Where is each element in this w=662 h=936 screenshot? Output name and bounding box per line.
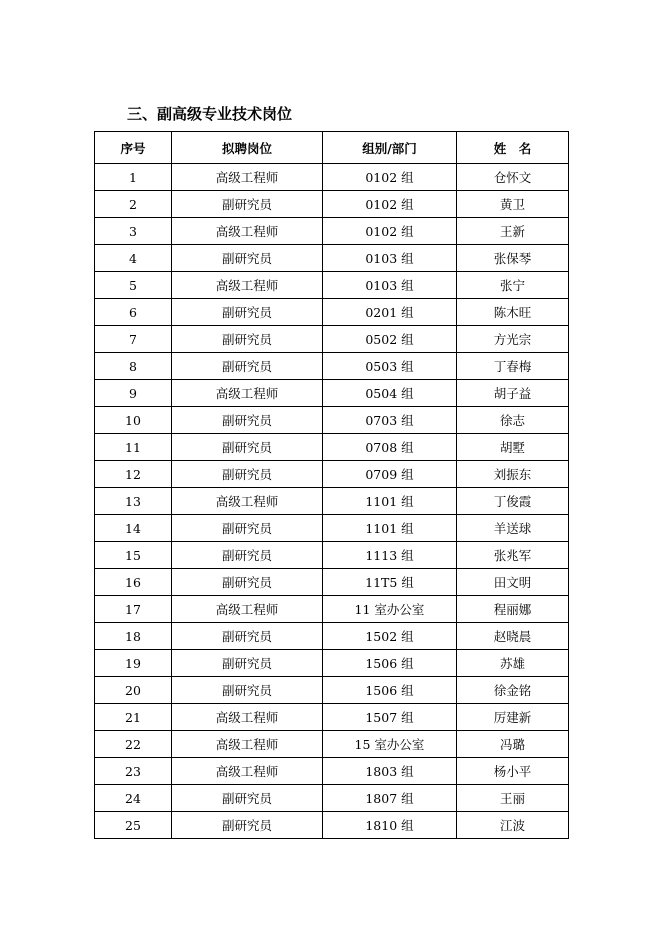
cell-group: 1101 组: [323, 488, 457, 515]
cell-group: 1807 组: [323, 785, 457, 812]
cell-group: 11 室办公室: [323, 596, 457, 623]
cell-name: 方光宗: [457, 326, 569, 353]
cell-group: 1506 组: [323, 650, 457, 677]
page-title: 三、副高级专业技术岗位: [127, 105, 293, 123]
table-row: [95, 596, 569, 623]
cell-no: 14: [95, 515, 172, 542]
cell-post: 高级工程师: [172, 488, 323, 515]
cell-group: 1507 组: [323, 704, 457, 731]
table-row: [95, 542, 569, 569]
cell-group: 1113 组: [323, 542, 457, 569]
cell-post: 副研究员: [172, 407, 323, 434]
cell-name: 苏雄: [457, 650, 569, 677]
cell-post: 副研究员: [172, 785, 323, 812]
cell-name: 田文明: [457, 569, 569, 596]
table-row: [95, 191, 569, 218]
cell-no: 8: [95, 353, 172, 380]
cell-post: 副研究员: [172, 515, 323, 542]
cell-name: 黄卫: [457, 191, 569, 218]
table-row: [95, 488, 569, 515]
cell-no: 10: [95, 407, 172, 434]
cell-post: 副研究员: [172, 542, 323, 569]
cell-post: 副研究员: [172, 650, 323, 677]
cell-group: 15 室办公室: [323, 731, 457, 758]
table-row: [95, 569, 569, 596]
cell-group: 1803 组: [323, 758, 457, 785]
cell-group: 0504 组: [323, 380, 457, 407]
cell-no: 18: [95, 623, 172, 650]
header-post: 拟聘岗位: [172, 132, 323, 164]
cell-no: 9: [95, 380, 172, 407]
cell-group: 0103 组: [323, 245, 457, 272]
cell-group: 11T5 组: [323, 569, 457, 596]
cell-post: 副研究员: [172, 191, 323, 218]
cell-name: 厉建新: [457, 704, 569, 731]
cell-group: 1506 组: [323, 677, 457, 704]
table-row: [95, 812, 569, 839]
cell-no: 19: [95, 650, 172, 677]
cell-no: 23: [95, 758, 172, 785]
cell-post: 高级工程师: [172, 596, 323, 623]
cell-no: 4: [95, 245, 172, 272]
cell-name: 徐志: [457, 407, 569, 434]
cell-no: 24: [95, 785, 172, 812]
cell-name: 丁俊霞: [457, 488, 569, 515]
cell-no: 16: [95, 569, 172, 596]
cell-no: 2: [95, 191, 172, 218]
cell-name: 胡墅: [457, 434, 569, 461]
cell-name: 仓怀文: [457, 164, 569, 191]
cell-group: 1502 组: [323, 623, 457, 650]
table-row: [95, 515, 569, 542]
cell-name: 张保琴: [457, 245, 569, 272]
table-body: [95, 164, 569, 839]
cell-group: 0502 组: [323, 326, 457, 353]
table-row: [95, 623, 569, 650]
cell-group: 1810 组: [323, 812, 457, 839]
cell-post: 副研究员: [172, 434, 323, 461]
cell-group: 0102 组: [323, 191, 457, 218]
cell-post: 高级工程师: [172, 704, 323, 731]
cell-name: 张兆军: [457, 542, 569, 569]
header-no: 序号: [95, 132, 172, 164]
table-row: [95, 785, 569, 812]
table-header-row: [95, 132, 569, 164]
table-row: [95, 677, 569, 704]
cell-post: 高级工程师: [172, 380, 323, 407]
cell-name: 丁春梅: [457, 353, 569, 380]
table-row: [95, 704, 569, 731]
cell-group: 0103 组: [323, 272, 457, 299]
cell-group: 0709 组: [323, 461, 457, 488]
cell-name: 徐金铭: [457, 677, 569, 704]
cell-no: 15: [95, 542, 172, 569]
cell-post: 高级工程师: [172, 272, 323, 299]
cell-post: 高级工程师: [172, 164, 323, 191]
table-row: [95, 461, 569, 488]
cell-name: 程丽娜: [457, 596, 569, 623]
table-row: [95, 218, 569, 245]
cell-no: 7: [95, 326, 172, 353]
cell-no: 13: [95, 488, 172, 515]
table-row: [95, 272, 569, 299]
cell-post: 副研究员: [172, 299, 323, 326]
cell-post: 高级工程师: [172, 731, 323, 758]
header-name: 姓 名: [457, 132, 569, 164]
cell-name: 张宁: [457, 272, 569, 299]
cell-post: 副研究员: [172, 461, 323, 488]
cell-no: 25: [95, 812, 172, 839]
cell-name: 杨小平: [457, 758, 569, 785]
table-row: [95, 434, 569, 461]
cell-name: 刘振东: [457, 461, 569, 488]
cell-post: 副研究员: [172, 677, 323, 704]
cell-no: 21: [95, 704, 172, 731]
cell-group: 1101 组: [323, 515, 457, 542]
table-row: [95, 299, 569, 326]
cell-no: 12: [95, 461, 172, 488]
cell-post: 副研究员: [172, 326, 323, 353]
cell-name: 羊送球: [457, 515, 569, 542]
cell-no: 3: [95, 218, 172, 245]
cell-name: 赵晓晨: [457, 623, 569, 650]
table-row: [95, 353, 569, 380]
table-row: [95, 326, 569, 353]
cell-name: 王新: [457, 218, 569, 245]
cell-no: 11: [95, 434, 172, 461]
cell-group: 0503 组: [323, 353, 457, 380]
cell-group: 0703 组: [323, 407, 457, 434]
table-row: [95, 380, 569, 407]
cell-no: 20: [95, 677, 172, 704]
cell-no: 6: [95, 299, 172, 326]
cell-post: 副研究员: [172, 245, 323, 272]
table-row: [95, 758, 569, 785]
table-row: [95, 407, 569, 434]
cell-group: 0102 组: [323, 164, 457, 191]
table-row: [95, 731, 569, 758]
cell-post: 副研究员: [172, 623, 323, 650]
cell-post: 副研究员: [172, 353, 323, 380]
header-group: 组别/部门: [323, 132, 457, 164]
cell-group: 0708 组: [323, 434, 457, 461]
cell-name: 冯璐: [457, 731, 569, 758]
cell-group: 0201 组: [323, 299, 457, 326]
cell-group: 0102 组: [323, 218, 457, 245]
cell-name: 陈木旺: [457, 299, 569, 326]
cell-name: 王丽: [457, 785, 569, 812]
cell-no: 22: [95, 731, 172, 758]
cell-post: 副研究员: [172, 569, 323, 596]
table-row: [95, 164, 569, 191]
cell-no: 5: [95, 272, 172, 299]
cell-no: 1: [95, 164, 172, 191]
table-row: [95, 650, 569, 677]
cell-post: 高级工程师: [172, 218, 323, 245]
cell-no: 17: [95, 596, 172, 623]
cell-name: 胡子益: [457, 380, 569, 407]
table-row: [95, 245, 569, 272]
cell-post: 高级工程师: [172, 758, 323, 785]
cell-post: 副研究员: [172, 812, 323, 839]
cell-name: 江波: [457, 812, 569, 839]
staff-table: [94, 131, 569, 839]
